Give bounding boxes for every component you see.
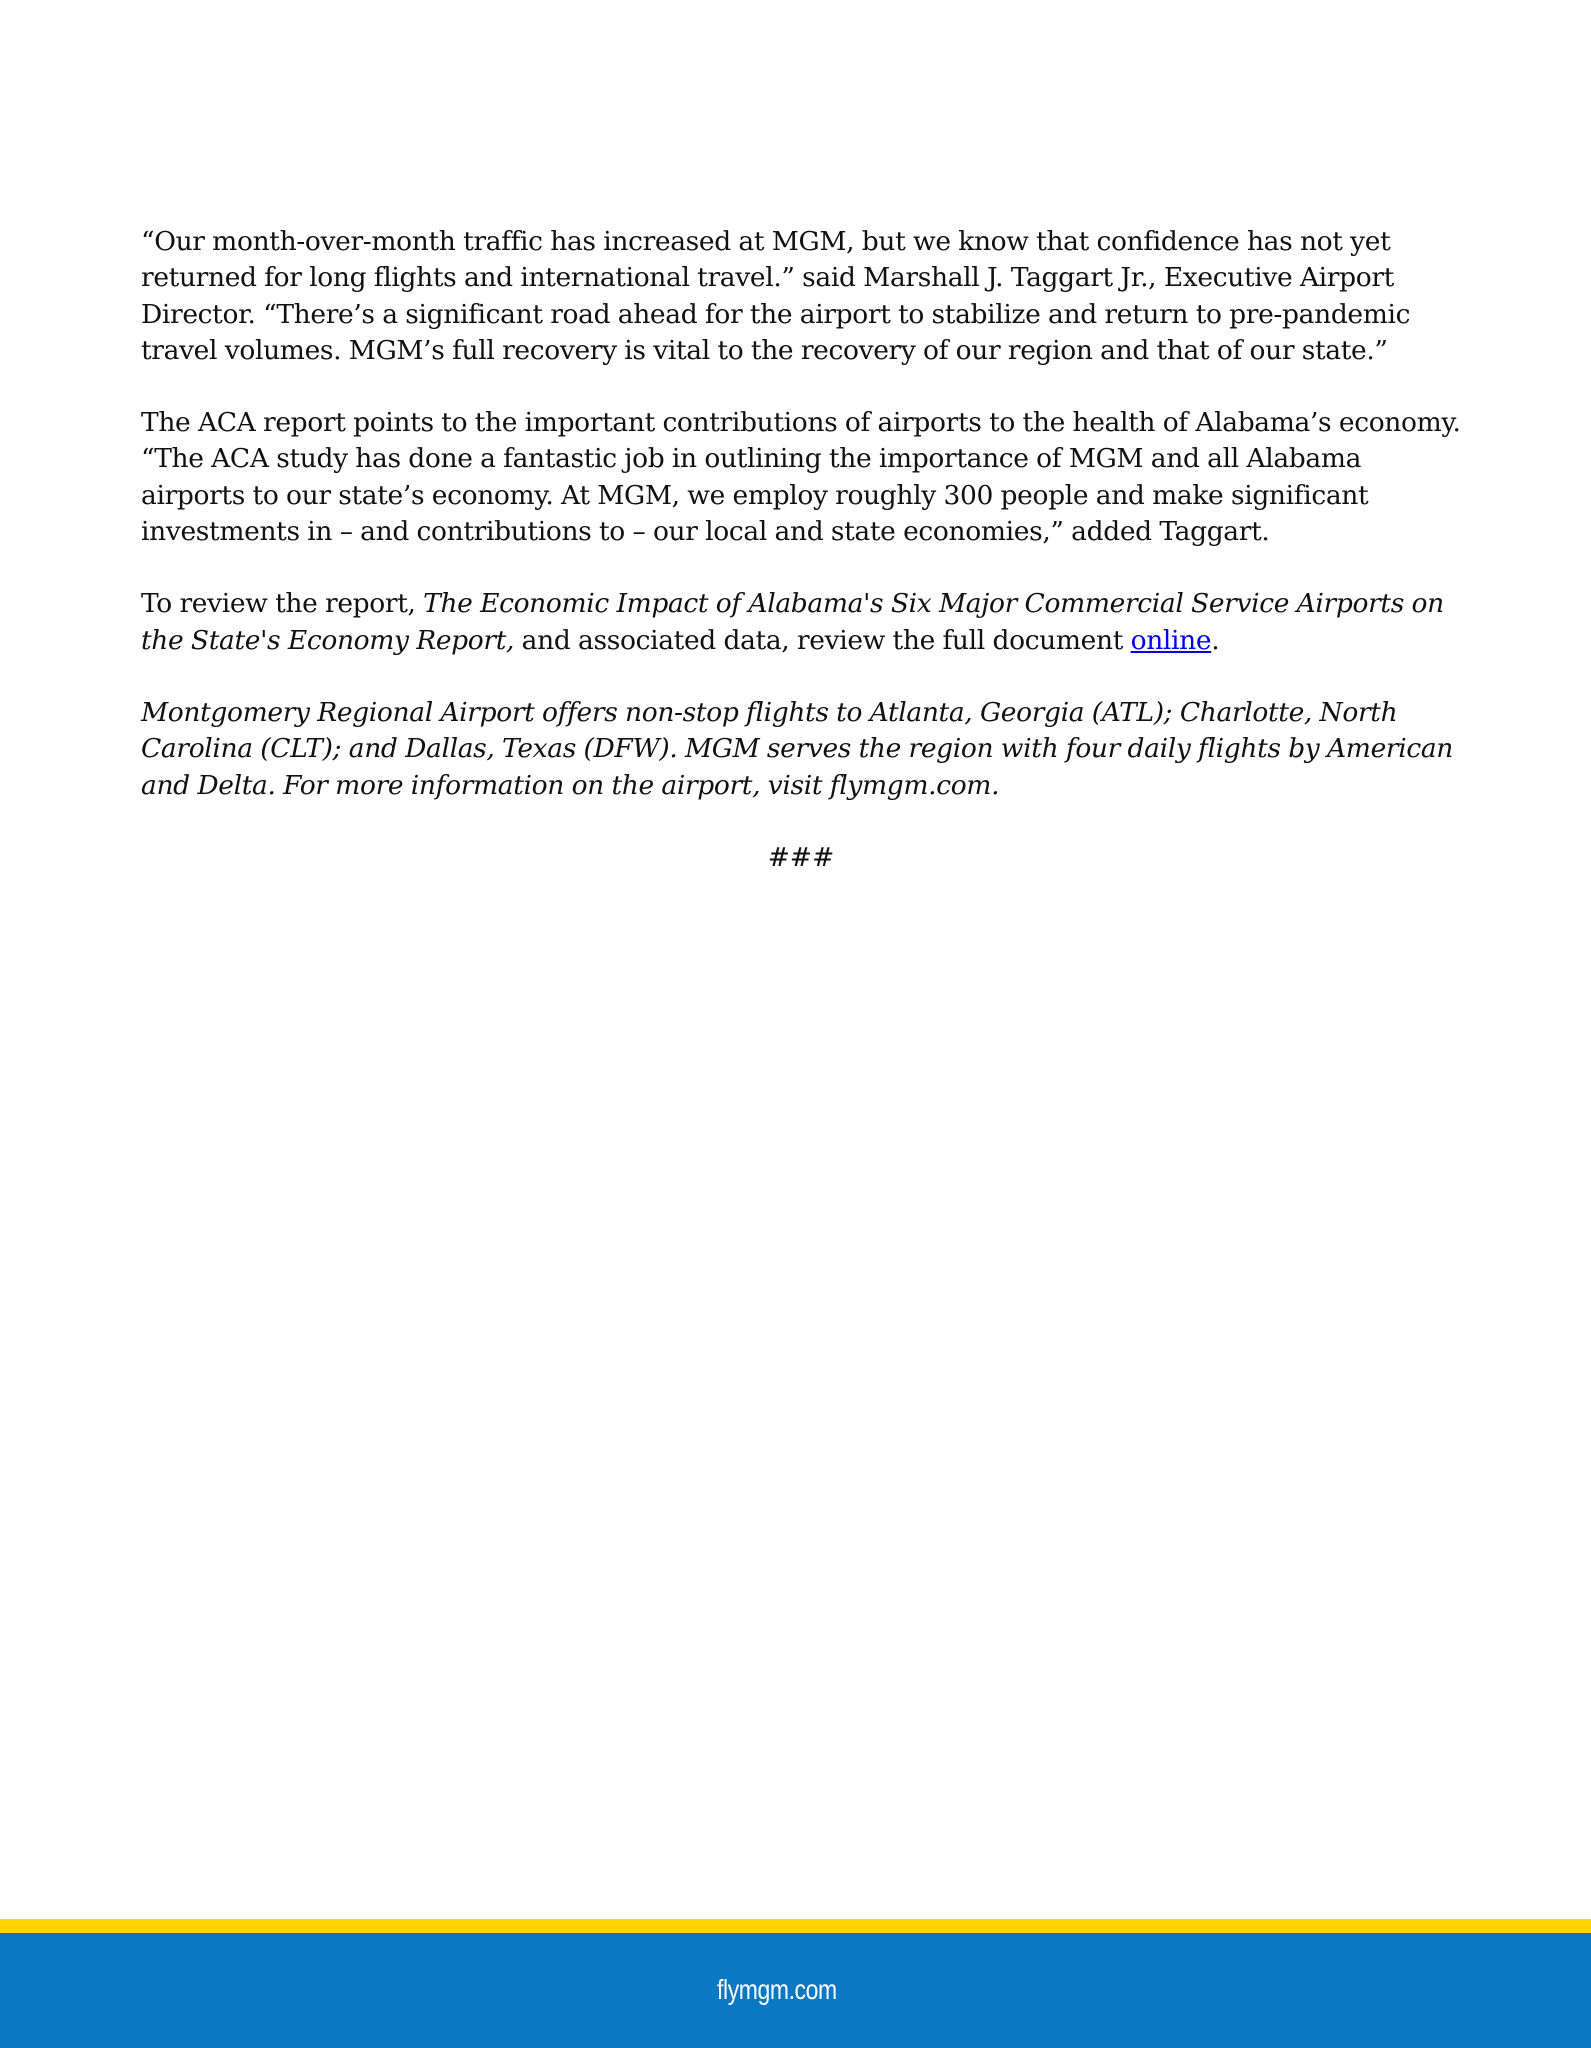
- footer-yellow-band: [0, 1919, 1591, 1933]
- review-report-paragraph: [141, 586, 1461, 659]
- end-mark: ###: [767, 841, 835, 873]
- report-title: The Economic Impact of Alabama's Six Major Commercial Service Airports on the State's Economy Report,: [141, 588, 1444, 656]
- quote-paragraph: “Our month-over-month traffic has increased at MGM, but we know that confidence has not yet returned for long flights and international travel.” said Marshall J. Taggart Jr., Executive Airport Director. “There’s a significant road ahead for the airport to stabilize and return to pre-pandemic travel volumes. MGM’s full recovery is vital to the recovery of our region and that of our state.”: [141, 226, 1411, 366]
- aca-report-paragraph: The ACA report points to the important contributions of airports to the health of Alabama’s economy. “The ACA study has done a fantastic job in outlining the importance of MGM and all Alabama airports to our state’s economy. At MGM, we employ roughly 300 people and make significant investments in – and contributions to – our local and state economies,” added Taggart.: [141, 407, 1461, 548]
- document-body: [141, 224, 1461, 876]
- online-document-link[interactable]: online: [1130, 624, 1212, 656]
- review-lead-text: To review the report,: [141, 588, 424, 620]
- airport-info-paragraph: Montgomery Regional Airport offers non-stop flights to Atlanta, Georgia (ATL); Charlotte, North Carolina (CLT); and Dallas, Texas (DFW). MGM serves the region with four daily flights by American and Delta. For more information on the airport, visit flymgm.com.: [141, 696, 1454, 801]
- footer-website: flymgm.com: [717, 1974, 837, 2005]
- review-end-text: .: [1211, 624, 1220, 656]
- review-middle-text: and associated data, review the full document: [514, 624, 1131, 656]
